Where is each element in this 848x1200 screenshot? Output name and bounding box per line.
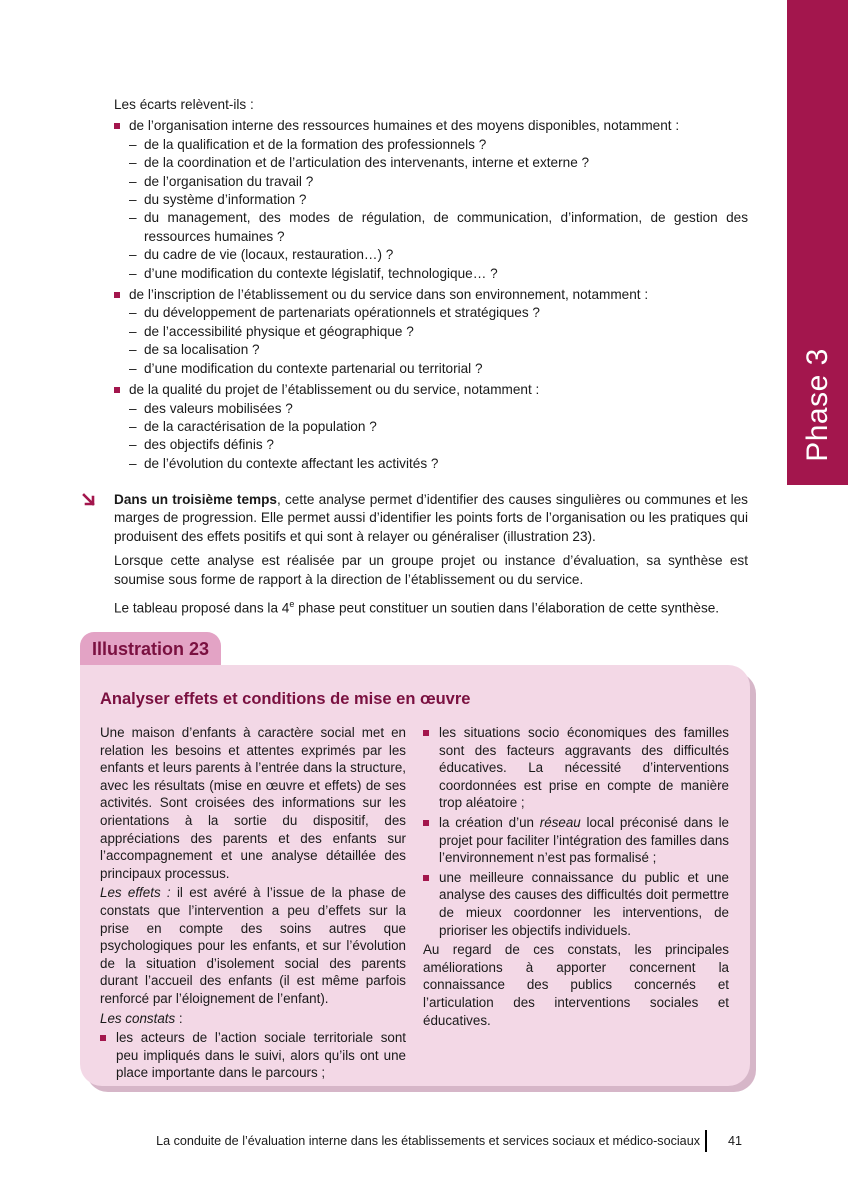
illustration-tab: Illustration 23 (80, 632, 221, 666)
footer-title: La conduite de l’évaluation interne dans les établissements et services sociaux et médico-sociaux (156, 1134, 700, 1148)
list-item: – des objectifs définis ? (129, 437, 274, 453)
context-paragraph: Une maison d’enfants à caractère social met en relation les besoins et attentes exprimés par les enfants et leurs parents à l’entrée dans la structure, avec les résultats (mise en œuvre et effets) de ses activités. Sont croisées des informations sur les orientations à la sortie du dispositif, des appréciations des parents et des enfants sur l’accompagnement et une analyse détaillée des principaux processus. (100, 725, 406, 881)
list-item: – du cadre de vie (locaux, restauration…) ? (129, 247, 394, 263)
bullet-square-icon (423, 875, 429, 881)
group-1 (114, 117, 748, 283)
list-item: – de la caractérisation de la population ? (129, 418, 377, 434)
footer-divider (705, 1130, 707, 1152)
group-3 (114, 381, 748, 473)
intro-line: Les écarts relèvent-ils : (114, 97, 254, 112)
phase-tab (787, 0, 848, 485)
table-paragraph: Le tableau proposé dans la 4e phase peut constituer un soutien dans l’élaboration de cette synthèse. (114, 599, 720, 616)
list-item: – de l’accessibilité physique et géographique ? (129, 323, 414, 339)
list-item: – de l’évolution du contexte affectant les activités ? (129, 455, 439, 471)
illustration-title: Analyser effets et conditions de mise en œuvre (100, 690, 471, 708)
illustration-left-column (100, 724, 406, 1084)
phase-label: Phase 3 (800, 348, 834, 462)
list-item: – des valeurs mobilisées ? (129, 400, 293, 416)
list-item: – de l’organisation du travail ? (129, 173, 314, 189)
page-number: 41 (728, 1134, 743, 1148)
group-label: de l’inscription de l’établissement ou du service dans son environnement, notamment : (114, 286, 748, 304)
list-item: – d’une modification du contexte partenarial ou territorial ? (129, 360, 483, 376)
main-text (114, 96, 748, 473)
bullet-square-icon (423, 730, 429, 736)
bullet-square-icon (100, 1035, 106, 1041)
list-item: – du management, des modes de régulation, de communication, d’information, de gestion des ressources humaines ? (129, 210, 748, 244)
list-item: – de sa localisation ? (129, 342, 260, 358)
list-item: – d’une modification du contexte législatif, technologique… ? (129, 265, 498, 281)
list-item: – de la coordination et de l’articulation des intervenants, interne et externe ? (129, 155, 590, 171)
bullet-square-icon (114, 387, 120, 393)
third-time-paragraph: Dans un troisième temps, cette analyse permet d’identifier des causes singulières ou communes et les marges de progression. Elle permet aussi d’identifier les points forts de l’organisation ou les pratiques qui produisent des effets positifs et qui sont à relayer ou généraliser (illustration 23). (114, 492, 748, 544)
list-item: la création d’un réseau local préconisé dans le projet pour faciliter l’intégration des familles dans l’environnement n’est pas formalisé ; (423, 814, 729, 867)
third-time-section (114, 491, 748, 624)
list-item: – du système d’information ? (129, 192, 307, 208)
bullet-square-icon (114, 123, 120, 129)
arrow-down-right-icon (82, 493, 96, 507)
group-label: de l’organisation interne des ressources humaines et des moyens disponibles, notamment : (114, 117, 748, 135)
conclusion-paragraph: Au regard de ces constats, les principales améliorations à apporter concernent la connaissance des publics concernés et l’articulation des interventions sociales et éducatives. (423, 942, 729, 1028)
group-label: de la qualité du projet de l’établissement ou du service, notamment : (114, 381, 748, 399)
list-item: une meilleure connaissance du public et une analyse des causes des difficultés doit permettre de mieux coordonner les interventions, de prioriser les objectifs individuels. (423, 869, 729, 939)
synthesis-paragraph: Lorsque cette analyse est réalisée par un groupe projet ou instance d’évaluation, sa synthèse est soumise sous forme de rapport à la direction de l’établissement ou du service. (114, 553, 748, 587)
list-item: les situations socio économiques des familles sont des facteurs aggravants des difficultés éducatives. La nécessité d’interventions coordonnées est prise en compte de manière trop aléatoire ; (423, 724, 729, 812)
bullet-square-icon (114, 292, 120, 298)
constats-label: Les constats : (100, 1010, 183, 1026)
list-item: – du développement de partenariats opérationnels et stratégiques ? (129, 305, 540, 321)
group-2 (114, 286, 748, 378)
effets-paragraph: Les effets : il est avéré à l’issue de la phase de constats que l’intervention a peu d’effets sur la prise en compte des soins autres que psychologiques pour les enfants, et sur l’évolution de la situation d’isolement social des parents durant l’accueil des enfants (il est même parfois renforcé par l’éloignement de l’enfant). (100, 885, 406, 1006)
list-item: – de la qualification et de la formation des professionnels ? (129, 136, 487, 152)
illustration-right-column (423, 724, 729, 1031)
bullet-square-icon (423, 820, 429, 826)
list-item: les acteurs de l’action sociale territoriale sont peu impliqués dans le suivi, alors qu’ils ont une place importante dans le parcours ; (100, 1029, 406, 1082)
